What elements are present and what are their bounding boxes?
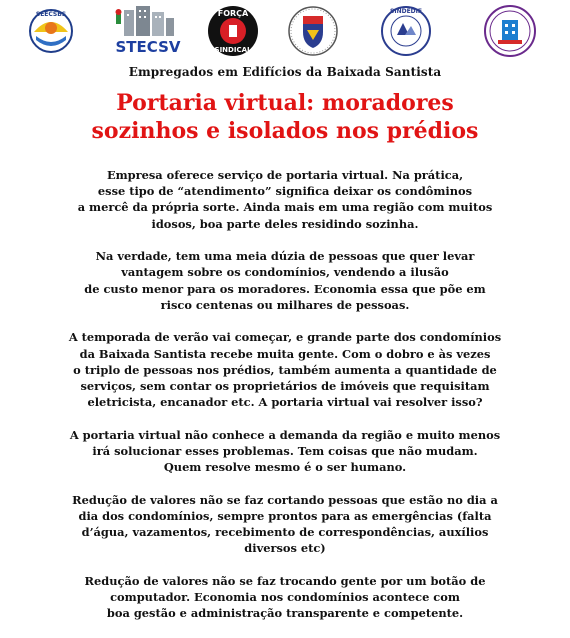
text-line: Quem resolve mesmo é o ser humano. [163,460,407,475]
text-line: dia dos condomínios, sempre prontos para as emergências (falta [78,509,492,524]
text-line: Redução de valores não se faz cortando pessoas que estão no dia a [72,492,498,507]
paragraph-3 [0,329,570,410]
text-line: Empresa oferece serviço de portaria virtual. Na prática, [106,168,464,182]
circular-seal-icon [481,4,539,58]
logo-bar [0,4,570,60]
text-line: d’água, vazamentos, recebimento de correspondências, auxílios [81,525,489,540]
text-line: serviços, sem contar os proprietários de imóveis que requisitam [80,379,490,394]
text-line: computador. Economia nos condomínios acontece com [110,590,460,605]
sindedif-label: SINDEDIF [390,8,422,15]
paragraph-6 [0,573,570,622]
paragraph-1 [0,167,570,232]
sindedif-seal-icon [378,4,434,58]
text-line: a mercê da própria sorte. Ainda mais em uma região com muitos [77,200,493,215]
text-line: esse tipo de “atendimento” significa deixar os condôminos [97,184,473,199]
stecsv-buildings-icon [116,6,175,36]
text-line: de custo menor para os moradores. Economia essa que põe em [84,281,486,296]
text-line: vantagem sobre os condomínios, vendendo a ilusão [121,265,449,280]
forca-sindical-seal-icon [205,4,261,58]
text-line: Redução de valores não se faz trocando gente por um botão de [84,574,486,589]
text-line: idosos, boa parte deles residindo sozinha. [151,216,419,231]
article-body [0,167,570,638]
text-line: diversos etc) [244,541,326,556]
sindical-word: SINDICAL [214,46,252,54]
seecsbs-seal-icon [28,4,74,58]
forca-word: FORÇA [217,9,249,18]
text-line: risco centenas ou milhares de pessoas. [160,297,410,312]
title-line-2: sozinhos e isolados nos prédios [91,118,479,144]
title-line-1: Portaria virtual: moradores [116,90,454,116]
text-line: A temporada de verão vai começar, e grande parte dos condomínios [68,330,502,345]
kicker-heading: Empregados em Edifícios da Baixada Santista [128,65,442,79]
paragraph-4 [0,427,570,476]
stecsv-label: STECSV [115,38,181,56]
text-line: da Baixada Santista recebe muita gente. Com o dobro e às vezes [79,346,491,361]
text-line: o triplo de pessoas nos prédios, também aumenta a quantidade de [73,362,497,377]
paragraph-2 [0,248,570,313]
text-line: eletricista, encanador etc. A portaria virtual vai resolver isso? [87,395,483,410]
text-line: irá solucionar esses problemas. Tem coisas que não mudam. [92,444,478,459]
stecsv-logo [108,4,188,58]
shield-crest-icon [285,4,341,58]
paragraph-5 [0,492,570,557]
text-line: A portaria virtual não conhece a demanda da região e muito menos [69,427,501,442]
text-line: Na verdade, tem uma meia dúzia de pessoas que quer levar [95,249,475,264]
seecsbs-label: SEECSBS [35,11,67,18]
text-line: boa gestão e administração transparente e competente. [106,606,464,621]
page-title [0,89,570,145]
